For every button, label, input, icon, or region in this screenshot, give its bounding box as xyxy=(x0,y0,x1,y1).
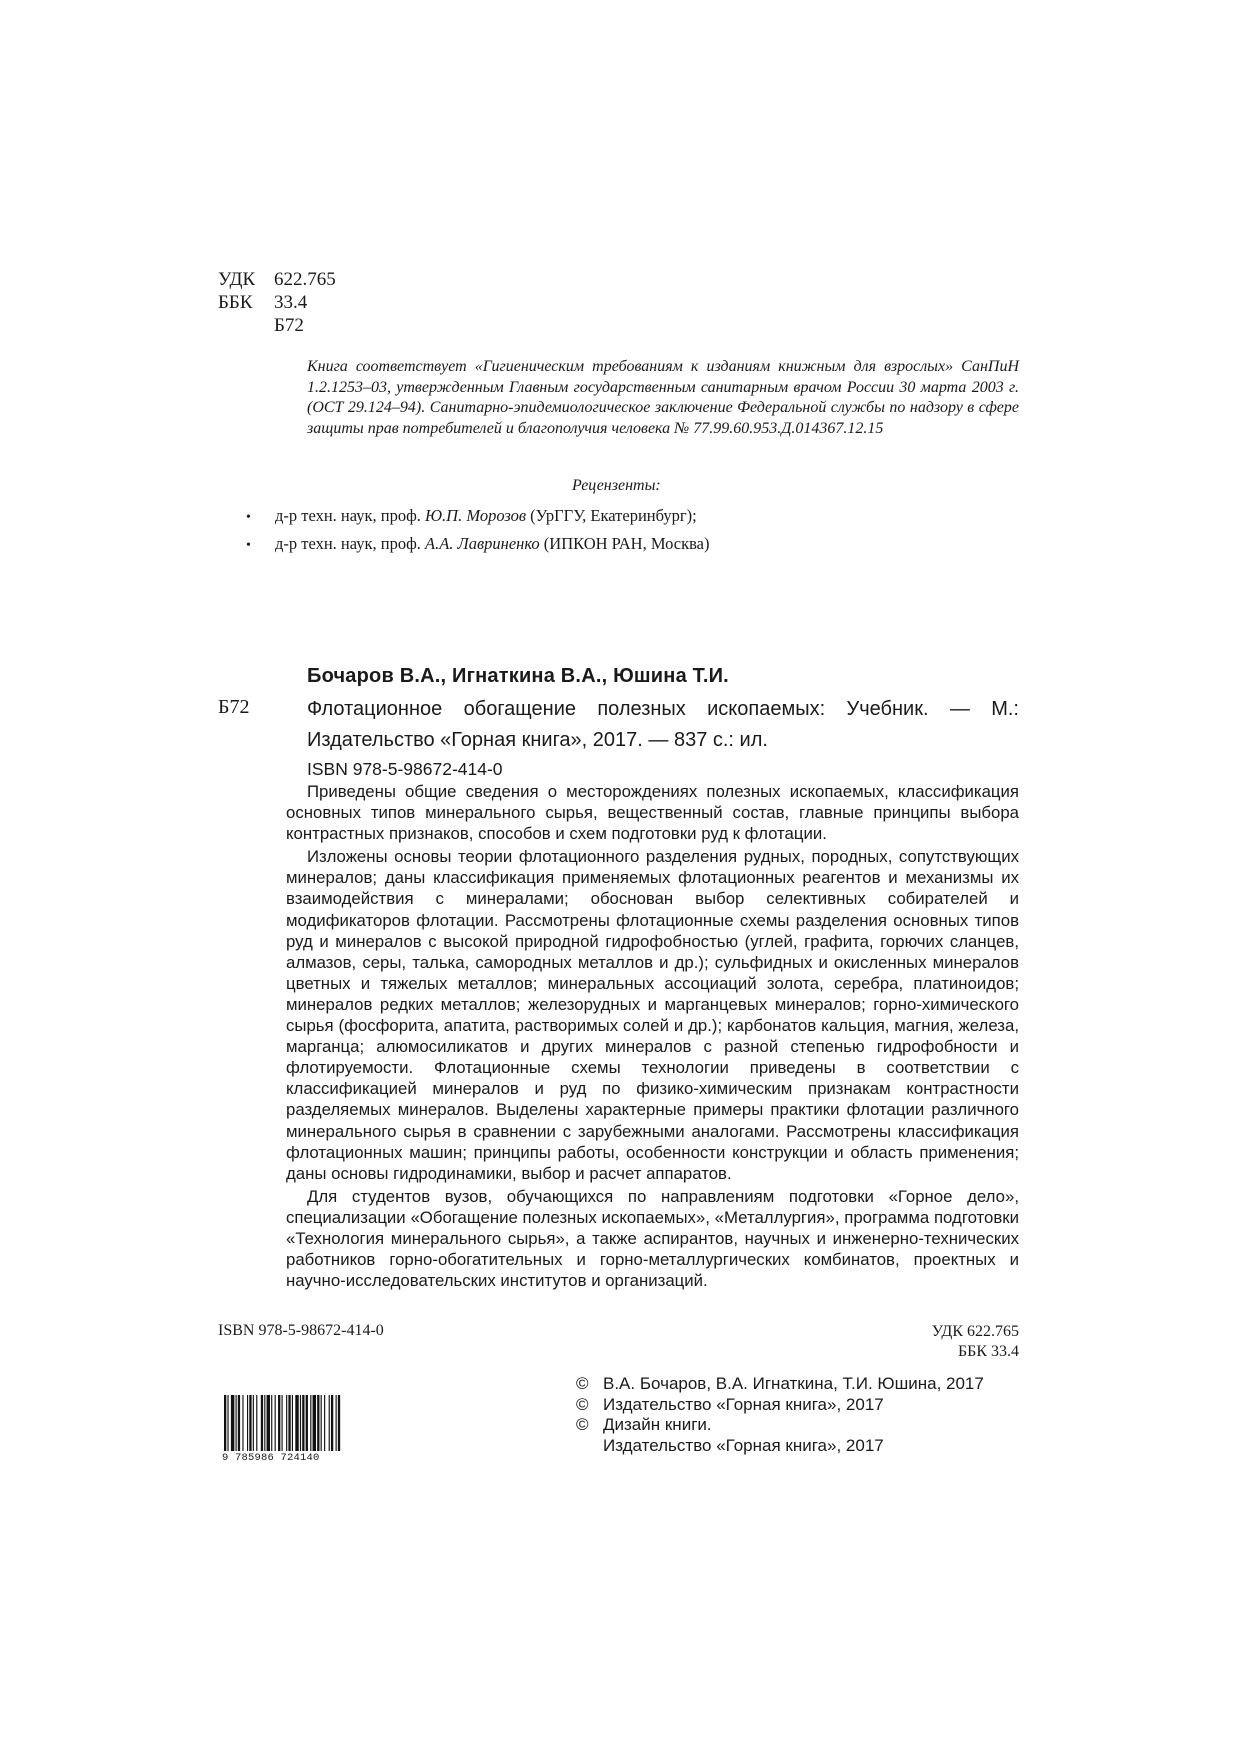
copyright-text: Издательство «Горная книга», 2017 xyxy=(603,1435,884,1455)
udk-bottom: УДК 622.765 xyxy=(931,1323,1019,1340)
udk-bbk-bottom xyxy=(932,1322,1019,1362)
reviewers-list xyxy=(246,503,709,559)
barcode-bar xyxy=(292,1395,293,1451)
reviewer-item xyxy=(246,503,709,531)
author-mark-row xyxy=(218,314,336,337)
barcode-bar xyxy=(249,1395,251,1451)
barcode-bar xyxy=(331,1395,333,1451)
udk-label: УДК xyxy=(218,269,256,290)
isbn-top: ISBN 978-5-98672-414-0 xyxy=(307,759,503,779)
reviewer-item xyxy=(246,531,709,559)
barcode-bar xyxy=(271,1395,272,1451)
barcode-bar xyxy=(329,1395,330,1451)
barcode-bar xyxy=(267,1395,270,1451)
copyright-icon: © xyxy=(576,1415,589,1434)
udk-value: 622.765 xyxy=(274,269,336,290)
copyright-icon: © xyxy=(576,1394,589,1414)
barcode-bar xyxy=(247,1395,248,1451)
barcode-bar xyxy=(321,1395,322,1451)
barcode-bar xyxy=(261,1395,263,1451)
barcode-bar xyxy=(300,1395,301,1451)
reviewer-degree: д-р техн. наук, проф. xyxy=(275,506,421,525)
barcode-bar xyxy=(288,1395,290,1451)
barcode-bar xyxy=(306,1395,308,1451)
reviewer-name: А.А. Лавриненко xyxy=(425,534,540,553)
bbk-value: 33.4 xyxy=(274,292,308,313)
book-index-code: Б72 xyxy=(218,696,250,718)
reviewer-name: Ю.П. Морозов xyxy=(425,506,527,525)
reviewers-title-text: Рецензенты xyxy=(572,477,656,494)
bbk-bottom: ББК 33.4 xyxy=(957,1343,1019,1360)
copyright-line xyxy=(576,1415,984,1436)
abstract xyxy=(286,781,1019,1291)
barcode-bar xyxy=(236,1395,237,1451)
book-authors: Бочаров В.А., Игнаткина В.А., Юшина Т.И. xyxy=(307,665,729,687)
barcode-bar xyxy=(338,1395,340,1451)
barcode-bar xyxy=(324,1395,325,1451)
classification-block xyxy=(218,268,336,337)
barcode-bar xyxy=(231,1395,234,1451)
hygiene-notice: Книга соответствует «Гигиеническим требованиям к изданиям книжным для взрослых» СанПиН 1.2.1253–03, утвержденным Главным государственным санитарным врачом России 30 марта 2003 г. (ОСТ 29.124–94). Санитарно-эпидемиологическое заключение Федеральной службы по надзору в сфере защиты прав потребителей и благополучия человека № 77.99.60.953.Д.014367.12.15 xyxy=(307,358,1019,437)
barcode-bar xyxy=(317,1395,319,1451)
bibliographic-line: Флотационное обогащение полезных ископаемых: Учебник. — М.: Издательство «Горная книга», 2017. — 837 с.: ил. xyxy=(307,698,1019,751)
copyright-block xyxy=(576,1374,984,1456)
bbk-label: ББК xyxy=(218,292,253,313)
reviewer-affiliation: (УрГГУ, Екатеринбург); xyxy=(530,506,697,525)
barcode-icon xyxy=(222,1395,376,1457)
udk-row xyxy=(218,268,336,291)
author-mark: Б72 xyxy=(274,315,304,336)
copyright-icon: © xyxy=(576,1374,589,1393)
barcode-bar xyxy=(224,1395,226,1451)
reviewers-title xyxy=(572,477,661,495)
bullet-icon: • xyxy=(246,510,251,525)
isbn-bottom: ISBN 978-5-98672-414-0 xyxy=(218,1322,384,1339)
barcode-bar xyxy=(302,1395,304,1451)
barcode-bar xyxy=(313,1395,316,1451)
barcode-bar xyxy=(282,1395,283,1451)
copyright-line xyxy=(576,1374,984,1395)
copyright-line xyxy=(576,1436,984,1457)
abstract-paragraph: Для студентов вузов, обучающихся по направлениям подготовки «Горное дело», специализации «Обогащение полезных ископаемых», «Металлургия», программа подготовки «Технология минерального сырья», а также аспирантов, научных и инженерно-технических работников горно-обогатительных и горно-металлургических комбинатов, проектных и научно-исследовательских институтов и организаций. xyxy=(286,1186,1019,1291)
barcode-bar xyxy=(295,1395,298,1451)
copyright-text: Издательство «Горная книга», 2017 xyxy=(603,1394,884,1414)
barcode-bar xyxy=(242,1395,243,1451)
reviewer-affiliation: (ИПКОН РАН, Москва) xyxy=(543,534,710,553)
copyright-text: Дизайн книги. xyxy=(603,1415,712,1434)
barcode-bar xyxy=(310,1395,311,1451)
barcode-bar xyxy=(256,1395,257,1451)
abstract-paragraph: Приведены общие сведения о месторождениях полезных ископаемых, классификация основных типов минерального сырья, вещественный состав, главные принципы выбора контрастных признаков, способов и схем подготовки руд к флотации. xyxy=(286,782,1019,844)
barcode-bar xyxy=(275,1395,276,1451)
abstract-paragraph: Изложены основы теории флотационного разделения рудных, породных, сопутствующих минералов; даны классификация применяемых флотационных реагентов и механизмы их взаимодействия с минералами; обоснован выбор селективных собирателей и модификаторов флотации. Рассмотрены флотационные схемы разделения основных типов руд и минералов с высокой природной гидрофобностью (углей, графита, горючих сланцев, алмазов, серы, талька, самородных металлов и др.); сульфидных и окисленных минералов цветных и тяжелых металлов; минеральных ассоциаций золота, серебра, платиноидов; минералов редких металлов; железорудных и марганцевых минералов; горно-химического сырья (фосфорита, апатита, растворимых солей и др.); карбонатов кальция, магния, железа, марганца; алюмосиликатов и других минералов с разной степенью гидрофобности и флотируемости. Флотационные схемы технологии приведены в соответствии с классификацией минералов и руд по физико-химическим признакам контрастности разделяемых минералов. Выделены характерные примеры практики флотации различного минерального сырья в сравнении с зарубежными аналогами. Рассмотрены классификация флотационных машин; принципы работы, особенности конструкции и область применения; даны основы гидродинамики, выбор и расчет аппаратов. xyxy=(286,847,1019,1183)
bbk-row xyxy=(218,291,336,314)
reviewer-degree: д-р техн. наук, проф. xyxy=(275,534,421,553)
copyright-icon xyxy=(576,1436,603,1457)
barcode-bar xyxy=(264,1395,265,1451)
barcode-bar xyxy=(286,1395,287,1451)
copyright-line xyxy=(576,1395,984,1416)
barcode-bar xyxy=(278,1395,280,1451)
copyright-text: В.А. Бочаров, В.А. Игнаткина, Т.И. Юшина, 2017 xyxy=(603,1374,984,1393)
barcode-bar xyxy=(227,1395,228,1451)
reviewers-title-colon: : xyxy=(655,477,661,494)
barcode-bar xyxy=(336,1395,337,1451)
barcode-bar xyxy=(238,1395,240,1451)
barcode-digits: 9 785986 724140 xyxy=(220,1452,382,1464)
bullet-icon: • xyxy=(246,538,251,553)
barcode-bar xyxy=(253,1395,254,1451)
